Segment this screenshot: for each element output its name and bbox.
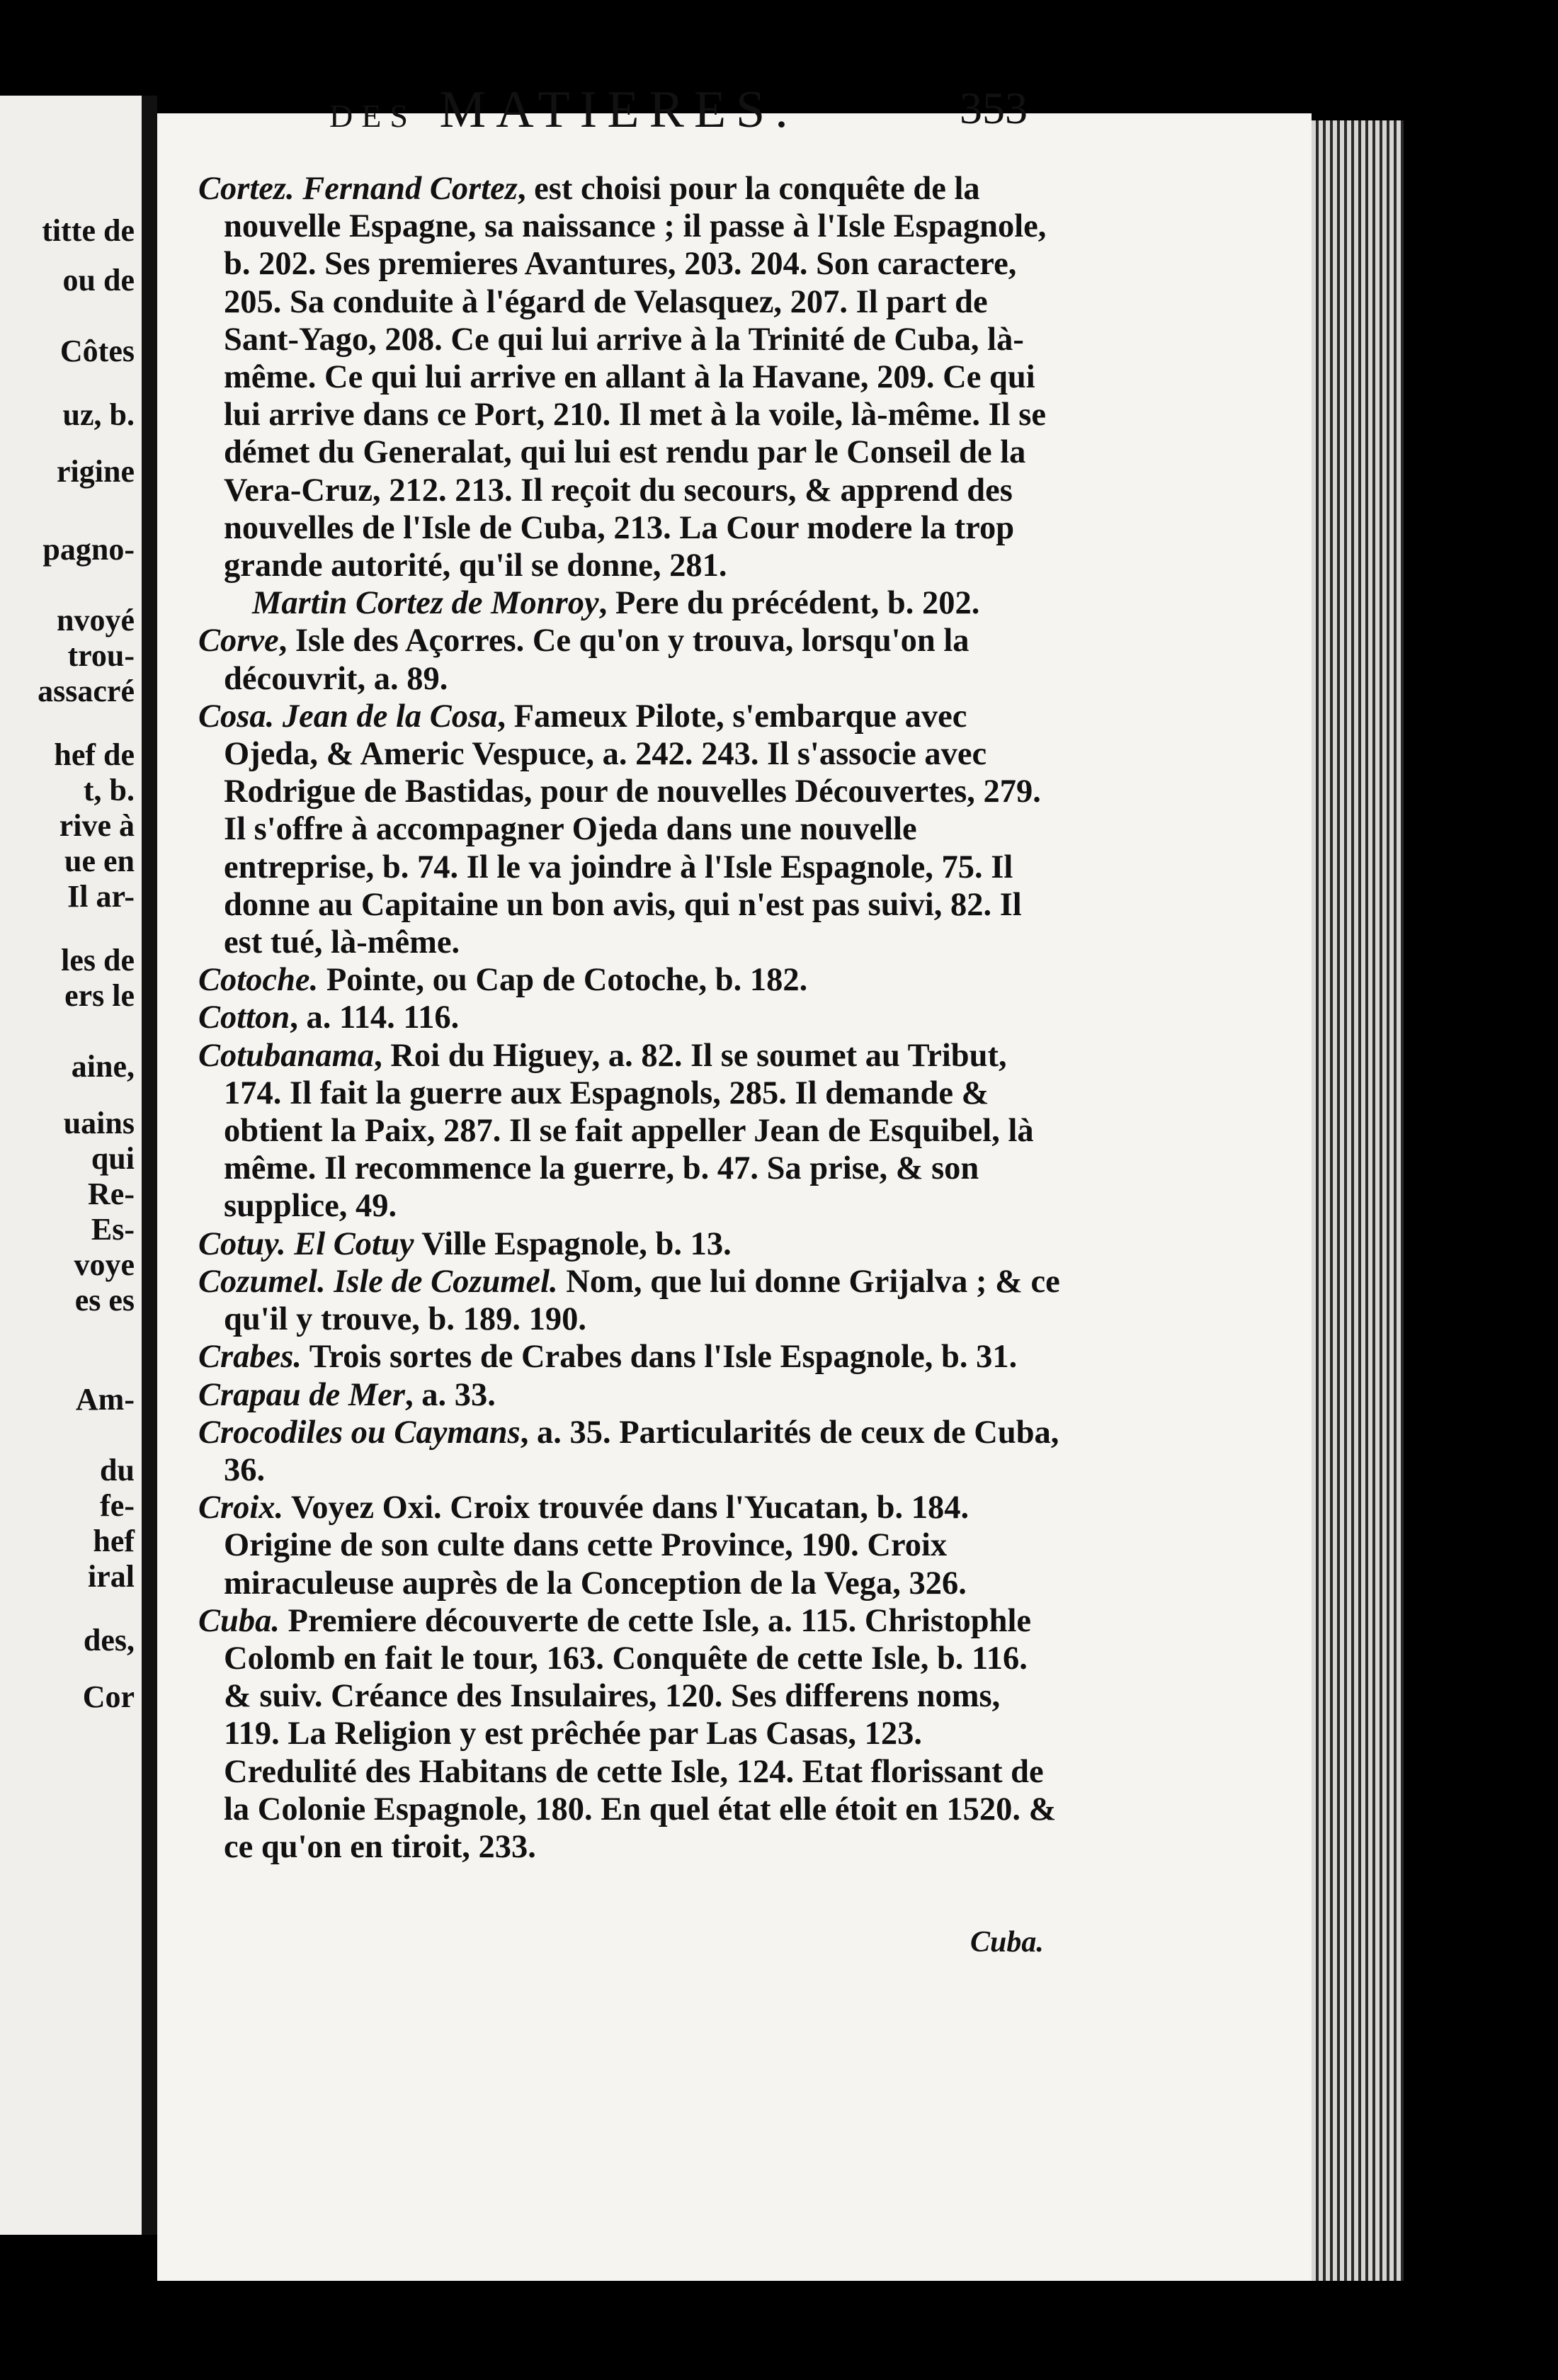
entry-headword: Cozumel. Isle de Cozumel. — [198, 1263, 558, 1300]
left-page-fragment: rive à — [59, 808, 135, 843]
left-page-fragment: titte de — [42, 213, 135, 248]
entry-text: , a. 114. 116. — [290, 999, 460, 1036]
left-page-fragment: du — [100, 1453, 135, 1488]
entry-headword: Crabes. — [198, 1339, 302, 1376]
left-page-fragment: hef de — [54, 737, 135, 772]
left-page-fragment: ue en — [64, 844, 135, 878]
entry-headword: Crocodiles ou Caymans — [198, 1414, 521, 1451]
index-entry — [198, 1414, 1062, 1489]
entry-text: , Isle des Açorres. Ce qu'on y trouva, lorsqu'on la découvrit, a. 89. — [224, 623, 970, 697]
left-page-fragment: t, b. — [83, 773, 135, 808]
left-page-fragment: ers le — [64, 978, 135, 1013]
page-number: 353 — [960, 83, 1028, 133]
entry-headword: Corve — [198, 623, 279, 659]
entry-text: Ville Espagnole, b. 13. — [414, 1225, 732, 1262]
left-page-fragment: Am- — [75, 1382, 135, 1417]
left-page-fragment: Côtes — [59, 334, 135, 368]
index-entry — [198, 584, 1062, 622]
entry-headword: Croix. — [198, 1490, 284, 1526]
running-head-title: MATIERES. — [439, 81, 798, 139]
page-edges — [1312, 120, 1404, 2281]
left-page-fragment: uz, b. — [62, 397, 135, 432]
left-page-fragment: trou- — [67, 638, 135, 673]
index-entry — [198, 1376, 1062, 1414]
left-page-fragment: nvoyé — [57, 603, 135, 638]
entry-text: , est choisi pour la conquête de la nouvelle Espagne, sa naissance ; il passe à l'Isle Espagnole, b. 202. Ses premieres Avantures, 203. 204. Son caractere, 205. Sa conduite à l'égard de Velasquez, 207. Il part de Sant-Yago, 208. Ce qui lui arrive à la Trinité de Cuba, là-même. Ce qui lui arrive en allant à la Havane, 209. Ce qui lui arrive dans ce Port, 210. Il met à la voile, là-même. Il se démet du Generalat, qui lui est rendu par le Conseil de la Vera-Cruz, 212. 213. Il reçoit du secours, & apprend des nouvelles de l'Isle de Cuba, 213. La Cour modere la trop grande autorité, qu'il se donne, 281. — [224, 171, 1047, 584]
entry-headword: Cortez. Fernand Cortez — [198, 171, 518, 207]
entry-headword: Crapau de Mer — [198, 1376, 405, 1413]
left-page-fragment: pagno- — [42, 532, 135, 567]
left-page-fragment: Cor — [82, 1679, 135, 1714]
entry-headword: Cotuy. El Cotuy — [198, 1225, 414, 1262]
left-page-fragment: iral — [88, 1559, 135, 1594]
index-entry — [198, 999, 1062, 1036]
running-head — [329, 80, 798, 140]
index-entry — [198, 622, 1062, 697]
index-entries — [198, 170, 1062, 1866]
left-page-fragment: les de — [61, 943, 135, 978]
entry-headword: Cotubanama — [198, 1037, 375, 1074]
entry-text: , Roi du Higuey, a. 82. Il se soumet au Tribut, 174. Il fait la guerre aux Espagnols, 285. Il demande & obtient la Paix, 287. Il se fait appeller Jean de Esquibel, là même. Il recommence la guerre, b. 47. Sa prise, & son supplice, 49. — [224, 1037, 1034, 1225]
book-gutter — [142, 96, 157, 2235]
left-page-fragment: Il ar- — [67, 879, 135, 914]
left-page-fragment: uains — [63, 1106, 135, 1140]
entry-headword: Cosa. Jean de la Cosa — [198, 698, 498, 735]
left-page-fragment: des, — [83, 1623, 135, 1658]
entry-text: Premiere découverte de cette Isle, a. 115. Christophle Colomb en fait le tour, 163. Conquête de cette Isle, b. 116. & suiv. Créance des Insulaires, 120. Ses differens noms, 119. La Religion y est prêchée par Las Casas, 123. Credulité des Habitans de cette Isle, 124. Etat florissant de la Colonie Espagnole, 180. En quel état elle étoit en 1520. & ce qu'on en tiroit, 233. — [224, 1602, 1057, 1865]
index-entry — [198, 1489, 1062, 1602]
index-entry — [198, 1263, 1062, 1338]
index-entry — [198, 961, 1062, 999]
left-page-fragment: hef — [93, 1524, 135, 1558]
left-page-fragment: qui — [91, 1141, 135, 1176]
left-page-fragment: assacré — [38, 674, 135, 708]
entry-text: Pointe, ou Cap de Cotoche, b. 182. — [318, 962, 808, 999]
index-entry — [198, 1037, 1062, 1225]
left-page-fragment: fe- — [100, 1488, 135, 1523]
left-page-fragment: aine, — [71, 1049, 135, 1084]
entry-headword: Cuba. — [198, 1602, 280, 1639]
left-page-fragment: Re- — [88, 1177, 135, 1211]
index-entry — [198, 170, 1062, 584]
entry-headword: Cotoche. — [198, 962, 319, 999]
running-head-prefix: DES — [329, 98, 416, 134]
previous-page-fragment — [0, 96, 142, 2235]
entry-headword: Martin Cortez de Monroy — [252, 585, 599, 622]
index-entry — [198, 1338, 1062, 1376]
index-entry — [198, 1225, 1062, 1263]
entry-text: Nom, que lui donne Grijalva ; & ce qu'il y trouve, b. 189. 190. — [224, 1263, 1060, 1338]
entry-text: , Pere du précédent, b. 202. — [598, 585, 980, 622]
index-entry — [198, 698, 1062, 961]
left-page-fragment: ou de — [62, 263, 135, 298]
catchword: Cuba. — [970, 1926, 1044, 1959]
page-header — [170, 76, 1028, 154]
index-entry — [198, 1602, 1062, 1866]
entry-text: , a. 35. Particularités de ceux de Cuba, 36. — [224, 1414, 1059, 1488]
entry-text: , a. 33. — [404, 1376, 496, 1413]
entry-headword: Cotton — [198, 999, 290, 1036]
entry-text: , Fameux Pilote, s'embarque avec Ojeda, & Americ Vespuce, a. 242. 243. Il s'associe avec Rodrigue de Bastidas, pour de nouvelles Découvertes, 279. Il s'offre à accompagner Ojeda dans une nouvelle entreprise, b. 74. Il le va joindre à l'Isle Espagnole, 75. Il donne au Capitaine un bon avis, qui n'est pas suivi, 82. Il est tué, là-même. — [224, 698, 1041, 961]
left-page-fragment: rigine — [57, 454, 135, 489]
entry-text: Trois sortes de Crabes dans l'Isle Espagnole, b. 31. — [301, 1339, 1018, 1376]
left-page-fragment: voye — [74, 1247, 135, 1282]
entry-text: Voyez Oxi. Croix trouvée dans l'Yucatan, b. 184. Origine de son culte dans cette Province, 190. Croix miraculeuse auprès de la Conception de la Vega, 326. — [224, 1490, 970, 1602]
left-page-fragment: Es- — [91, 1212, 135, 1247]
left-page-fragment: es es — [74, 1283, 135, 1318]
